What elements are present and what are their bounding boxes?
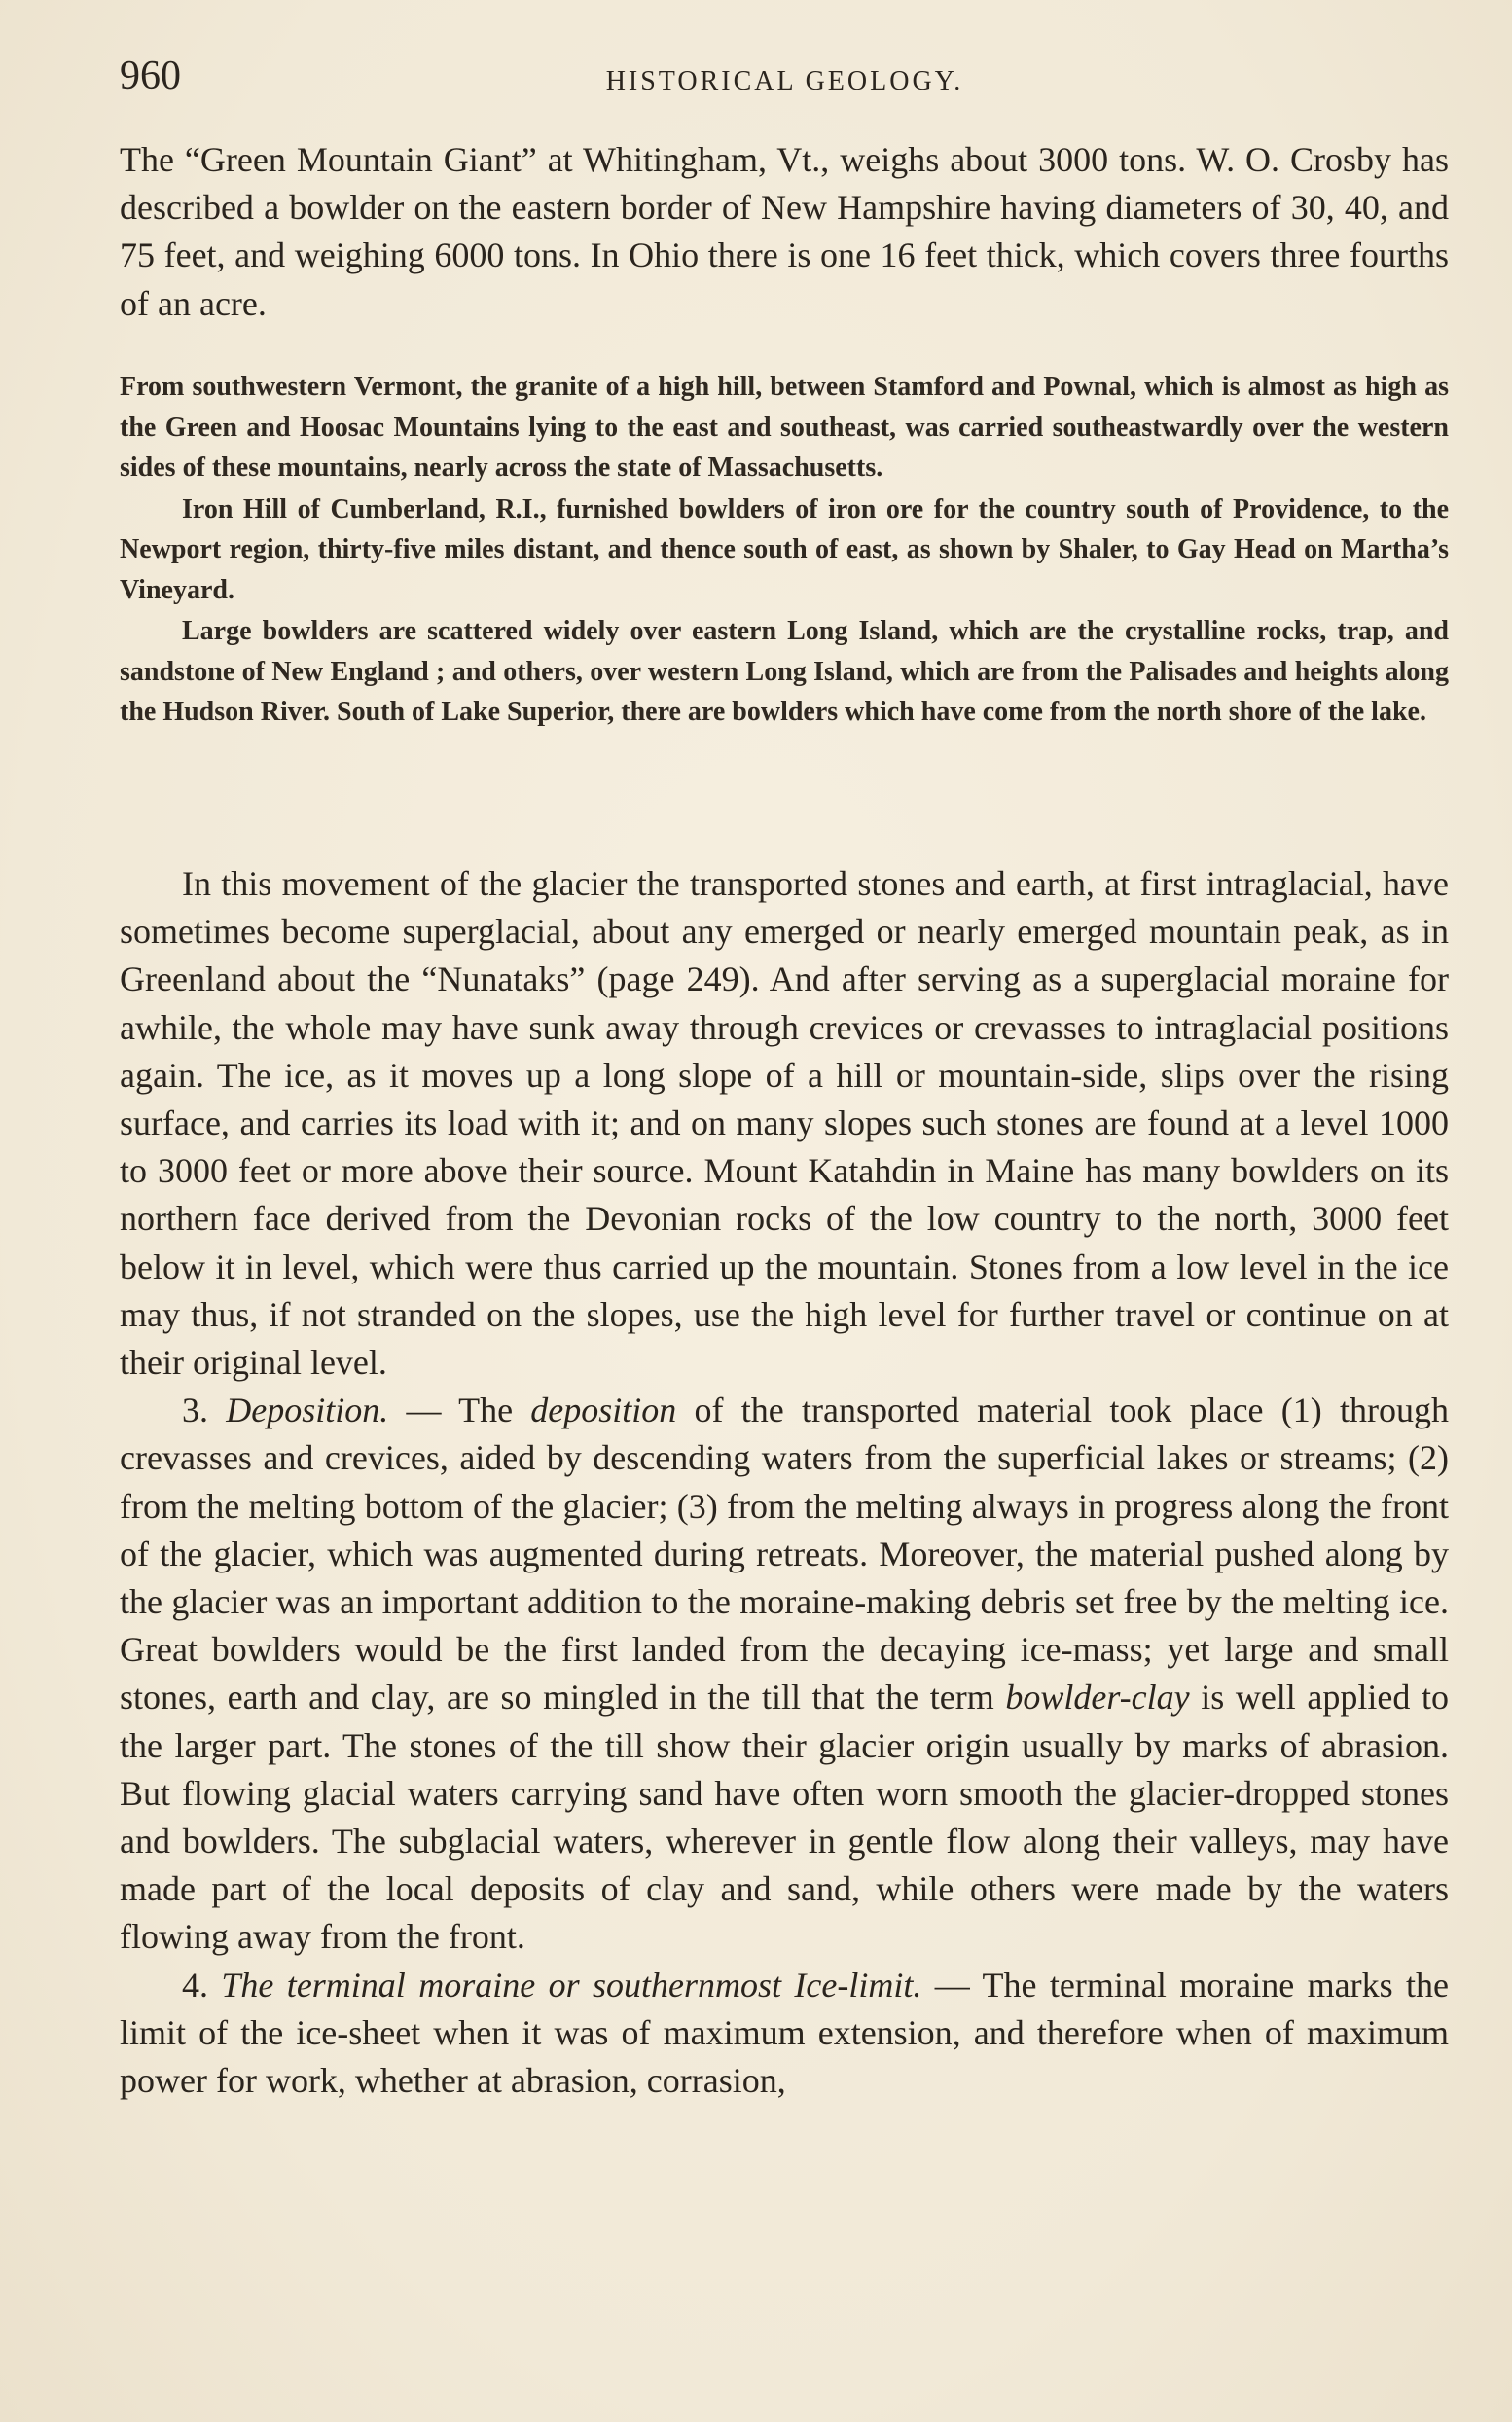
intro-block — [120, 136, 1449, 328]
deposition-number: 3. — [182, 1391, 208, 1430]
page-header — [120, 47, 1450, 105]
terminal-text: — The terminal moraine marks the limit of the ice-sheet when it was of maximum extension, and therefore when of maximum power for work, whether at abrasion, corrasion, — [120, 1965, 1449, 2101]
deposition-heading: Deposition. — [226, 1391, 389, 1430]
terminal-moraine-paragraph — [120, 1962, 1449, 2106]
main-text-block — [120, 860, 1449, 2105]
page-number: 960 — [120, 54, 181, 98]
running-head: HISTORICAL GEOLOGY. — [605, 66, 964, 96]
deposition-text-2: is well applied to the larger part. The stones of the till show their glacier origin usually by marks of abrasion. But flowing glacial waters carrying sand have often worn smooth the glacier-dropped stones and bowlders. The subglacial waters, wherever in gentle flow along their valleys, may have made part of the local deposits of clay and sand, while others were made by the waters flowing away from the front. — [120, 1678, 1449, 1957]
deposition-term: deposition — [530, 1391, 677, 1430]
vermont-granite-paragraph: From southwestern Vermont, the granite of a high hill, between Stamford and Pownal, which is almost as high as the Green and Hoosac Mountains lying to the east and southeast, was carried southeastwardly over the western sides of these mountains, nearly across the state of Massachusetts. — [120, 372, 1449, 483]
glacier-movement-paragraph: In this movement of the glacier the transported stones and earth, at first intraglacial, have sometimes become superglacial, about any emerged or nearly emerged mountain peak, as in Greenland about the “Nunataks” (page 249). And after serving as a superglacial moraine for awhile, the whole may have sunk away through crevices or crevasses to intraglacial positions again. The ice, as it moves up a long slope of a hill or mountain-side, slips over the rising surface, and carries its load with it; and on many slopes such stones are found at a level 1000 to 3000 feet or more above their source. Mount Katahdin in Maine has many bowlders on its northern face derived from the Devonian rocks of the low country to the north, 3000 feet below it in level, which were thus carried up the mountain. Stones from a low level in the ice may thus, if not stranded on the slopes, use the high level for further travel or continue on at their original level. — [120, 864, 1449, 1383]
small-print-block — [120, 367, 1449, 733]
deposition-paragraph — [120, 1387, 1449, 1961]
terminal-heading: The terminal moraine or southernmost Ice-limit. — [221, 1965, 922, 2005]
terminal-number: 4. — [182, 1965, 208, 2005]
deposition-text-1: of the transported material took place (1) through crevasses and crevices, aided by descending waters from the superficial lakes or streams; (2) from the melting bottom of the glacier; (3) from the melting always in progress along the front of the glacier, which was augmented during retreats. Moreover, the material pushed along by the glacier was an important addition to the moraine-making debris set free by the melting ice. Great bowlders would be the first landed from the decaying ice-mass; yet large and small stones, earth and clay, are so mingled in the till that the term — [120, 1391, 1449, 1717]
intro-paragraph: The “Green Mountain Giant” at Whitingham, Vt., weighs about 3000 tons. W. O. Crosby has described a bowlder on the eastern border of New Hampshire having diameters of 30, 40, and 75 feet, and weighing 6000 tons. In Ohio there is one 16 feet thick, which covers three fourths of an acre. — [120, 140, 1449, 323]
long-island-paragraph: Large bowlders are scattered widely over eastern Long Island, which are the crystalline rocks, trap, and sandstone of New England ; and others, over western Long Island, which are from the Palisades and heights along the Hudson River. South of Lake Superior, there are bowlders which have come from the north shore of the lake. — [120, 616, 1449, 727]
iron-hill-paragraph: Iron Hill of Cumberland, R.I., furnished bowlders of iron ore for the country south of Providence, to the Newport region, thirty-five miles distant, and thence south of east, as shown by Shaler, to Gay Head on Martha’s Vineyard. — [120, 493, 1449, 605]
deposition-dash: — The — [388, 1391, 531, 1430]
bowlder-clay-term: bowlder-clay — [1005, 1678, 1190, 1717]
